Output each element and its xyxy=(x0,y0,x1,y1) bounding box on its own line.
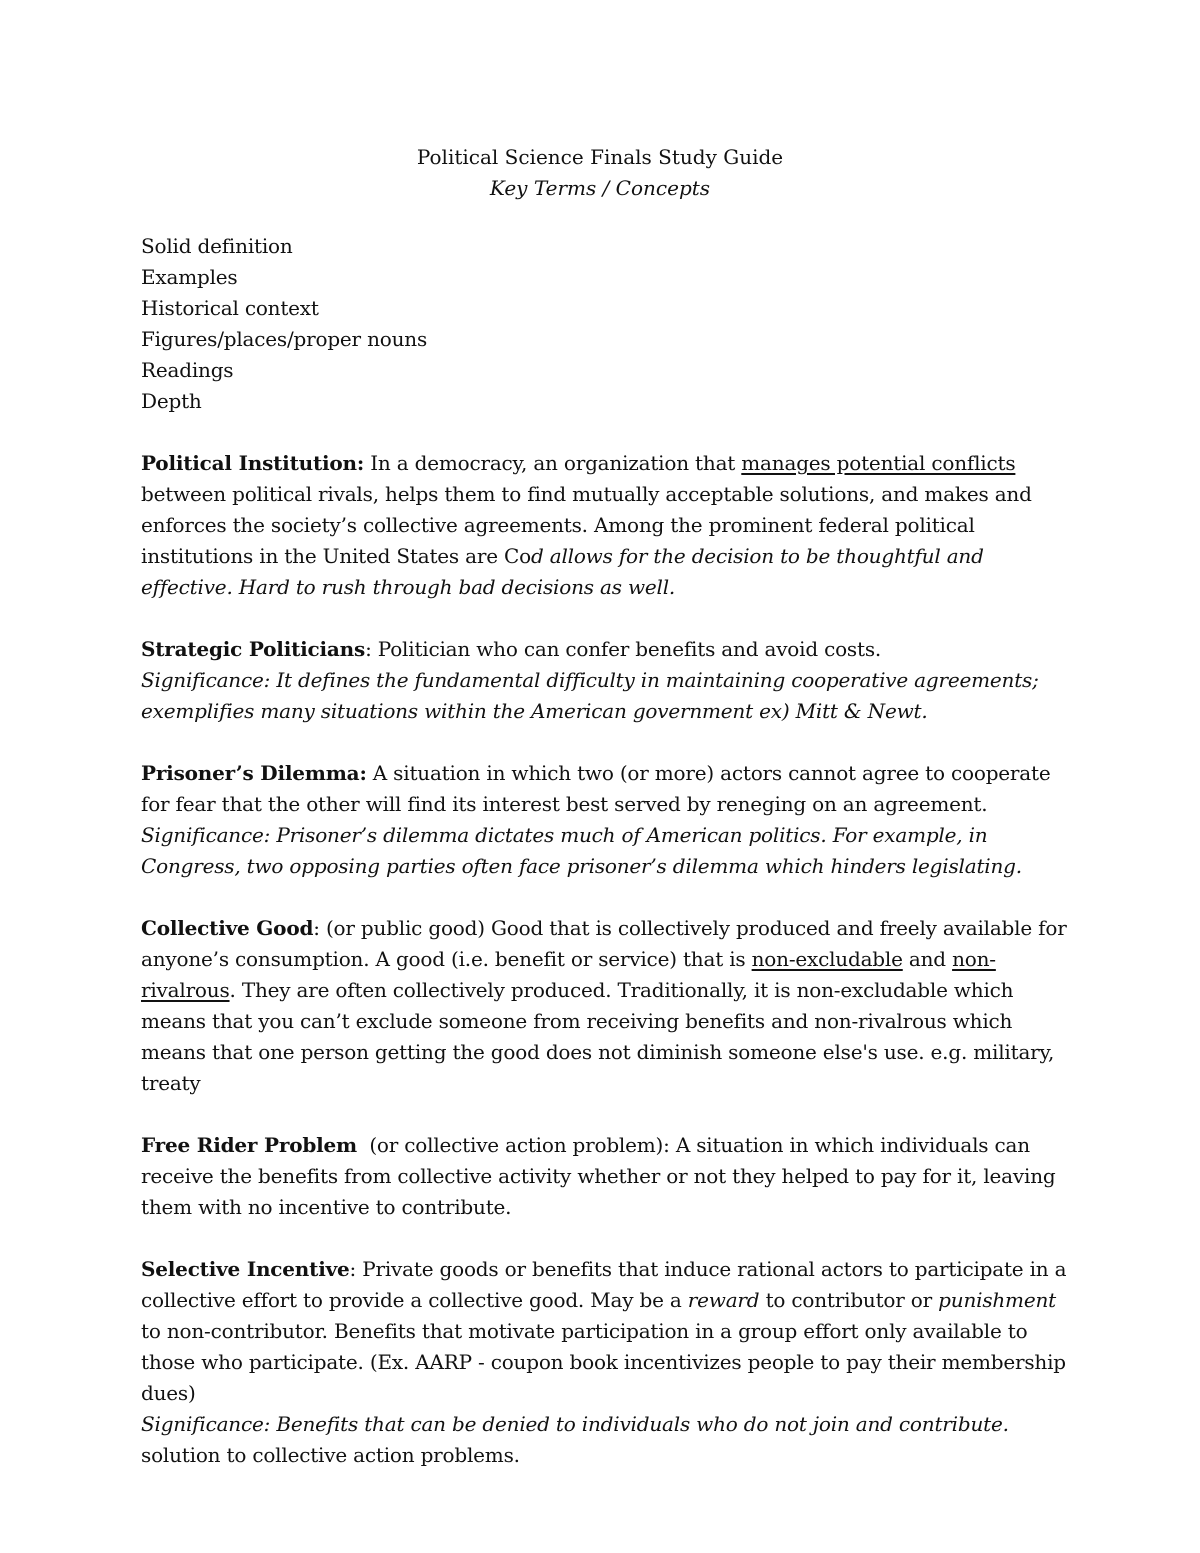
underlined-phrase: manages potential conflicts xyxy=(741,451,1016,475)
entry-definition xyxy=(141,1254,1071,1409)
checklist-item: Examples xyxy=(141,265,238,289)
definition-text: A situation in which two (or more) actors cannot agree to cooperate for fear that the other will find its interest best served by reneging on an agreement. xyxy=(141,761,1051,816)
entry-prisoners-dilemma xyxy=(141,758,1071,882)
entry-definition xyxy=(141,448,1071,603)
definition-text: to non-contributor. Benefits that motivate participation in a group effort only available to those who participate. (Ex. AARP - coupon book incentivizes people to pay their membership dues) xyxy=(141,1319,1066,1405)
document-title: Political Science Finals Study Guide xyxy=(416,145,784,169)
significance-paragraph xyxy=(141,1409,1071,1471)
term-heading: Strategic Politicians xyxy=(141,637,366,661)
entry-collective-good xyxy=(141,913,1071,1099)
term-heading: Selective Incentive xyxy=(141,1257,350,1281)
entry-political-institution xyxy=(141,448,1071,603)
study-checklist xyxy=(141,231,1071,417)
definition-text: between political rivals, helps them to find mutually acceptable solutions, and makes and enforces the society’s collective agreements. Among the prominent federal political institutions in the United States are Co xyxy=(141,482,1032,568)
term-heading: Prisoner’s Dilemma: xyxy=(141,761,367,785)
title-block xyxy=(0,142,1200,204)
definition-text: In a democracy, an organization that xyxy=(364,451,742,475)
checklist-item: Readings xyxy=(141,358,234,382)
term-heading: Free Rider Problem xyxy=(141,1133,358,1157)
checklist-item: Figures/places/proper nouns xyxy=(141,327,428,351)
significance-text: Significance: Benefits that can be denied to individuals who do not join and contribute. xyxy=(141,1412,1009,1436)
definition-text: to contributor or xyxy=(759,1288,939,1312)
checklist-item: Solid definition xyxy=(141,234,293,258)
significance-text: Significance: It defines the fundamental difficulty in maintaining cooperative agreements; exemplifies many situations within the American government ex) Mitt & Newt. xyxy=(141,668,1039,723)
entry-strategic-politicians xyxy=(141,634,1071,727)
definition-text: : Private goods or benefits that induce rational actors to participate in a collective effort to provide a collective good. May be a xyxy=(141,1257,1067,1312)
italic-word: reward xyxy=(687,1288,760,1312)
term-heading: Collective Good xyxy=(141,916,314,940)
entry-definition xyxy=(141,758,1071,820)
definition-text: : Politician who can confer benefits and avoid costs. xyxy=(365,637,882,661)
definition-text: and xyxy=(902,947,953,971)
checklist-item: Historical context xyxy=(141,296,319,320)
entry-definition xyxy=(141,1130,1071,1223)
checklist-item: Depth xyxy=(141,389,202,413)
entry-free-rider-problem xyxy=(141,1130,1071,1223)
significance-tail: solution to collective action problems. xyxy=(141,1443,520,1467)
italic-note: d allows for the decision to be thoughtful and effective. Hard to rush through bad decisions as well. xyxy=(141,544,984,599)
entry-definition xyxy=(141,913,1071,1099)
document-subtitle: Key Terms / Concepts xyxy=(489,176,711,200)
underlined-phrase: non-excludable xyxy=(751,947,903,971)
underlined-phrase: non-rivalrous xyxy=(141,947,996,1002)
entry-selective-incentive xyxy=(141,1254,1071,1471)
definition-text: (or collective action problem): A situation in which individuals can receive the benefits from collective activity whether or not they helped to pay for it, leaving them with no incentive to contribute. xyxy=(141,1133,1062,1219)
significance-text: Significance: Prisoner’s dilemma dictates much of American politics. For example, in Congress, two opposing parties often face prisoner’s dilemma which hinders legislating. xyxy=(141,823,1022,878)
term-heading: Political Institution: xyxy=(141,451,365,475)
definition-text: . They are often collectively produced. Traditionally, it is non-excludable which means that you can’t exclude someone from receiving benefits and non-rivalrous which means that one person getting the good does not diminish someone else's use. e.g. military, treaty xyxy=(141,978,1055,1095)
definition-text: : (or public good) Good that is collectively produced and freely available for anyone’s consumption. A good (i.e. benefit or service) that is xyxy=(141,916,1067,971)
document-body xyxy=(141,231,1071,1471)
entry-definition xyxy=(141,634,1071,665)
italic-word: punishment xyxy=(938,1288,1056,1312)
